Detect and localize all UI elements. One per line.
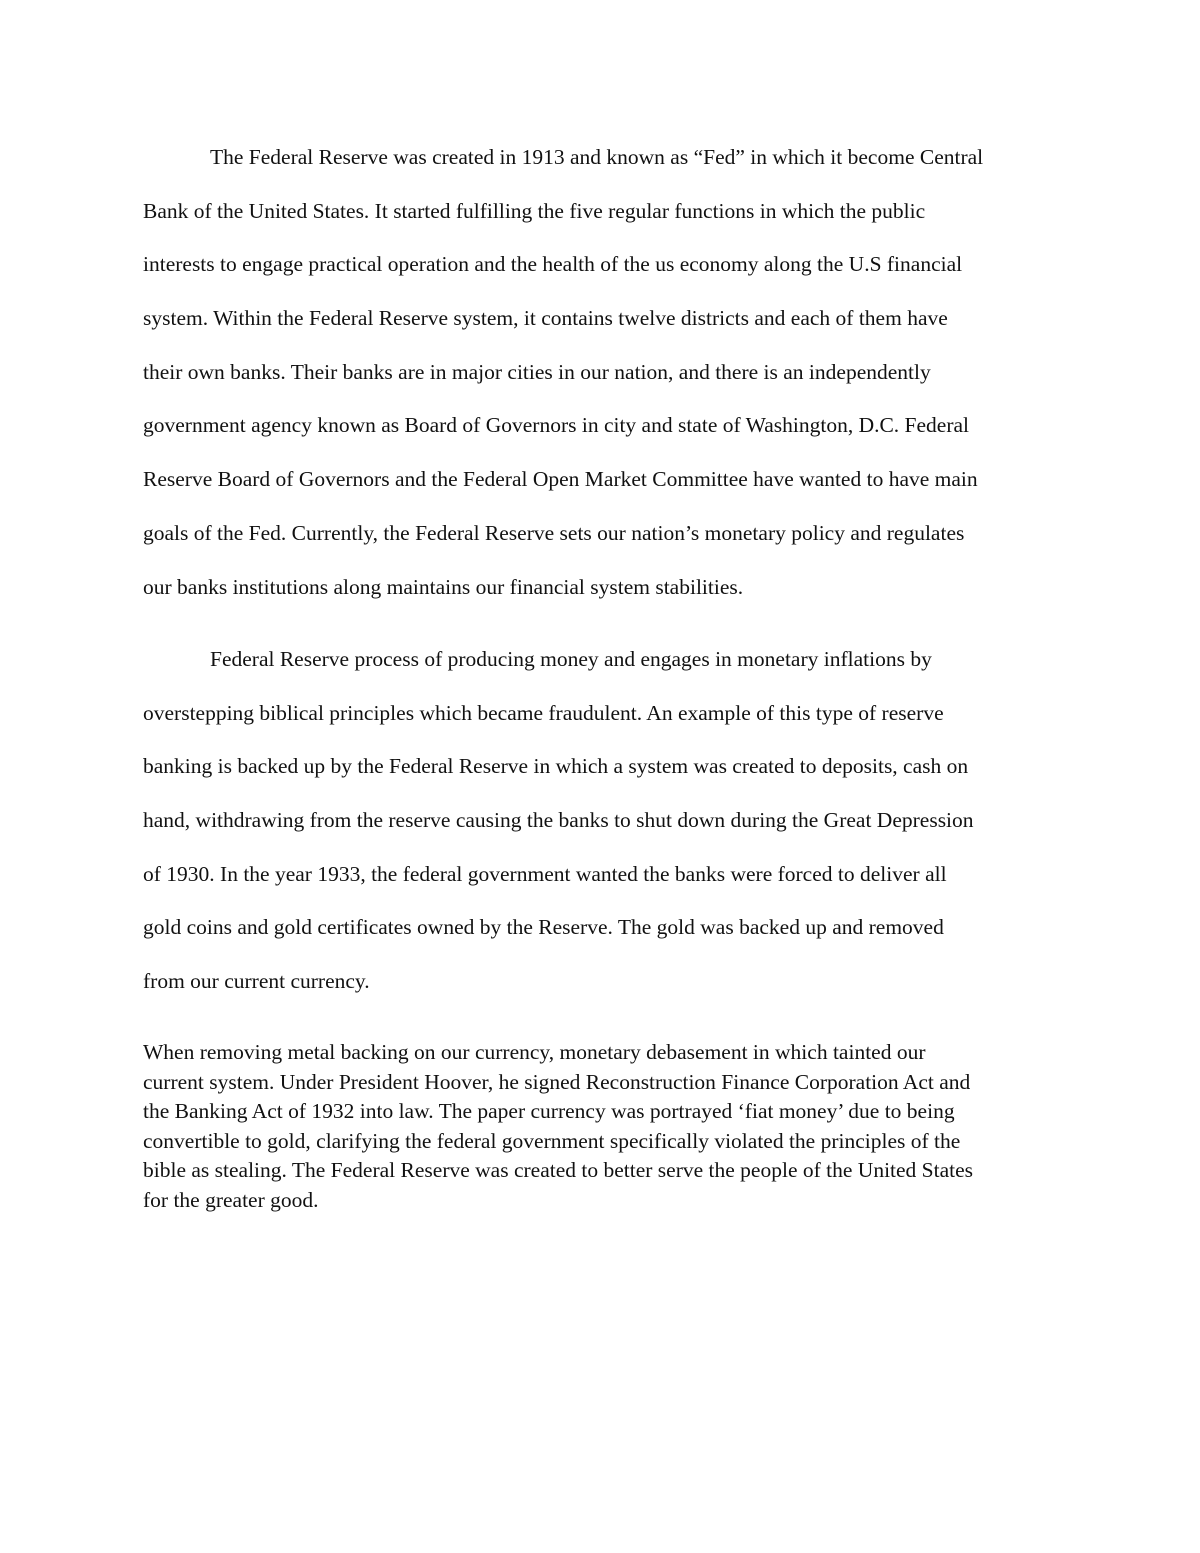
text-line: gold coins and gold certificates owned by the Reserve. The gold was backed up and removed <box>143 915 944 940</box>
paragraph-federal-reserve-creation <box>143 131 1063 614</box>
text-line: their own banks. Their banks are in major cities in our nation, and there is an independently <box>143 359 931 384</box>
text-line: convertible to gold, clarifying the federal government specifically violated the principles of the <box>143 1128 961 1153</box>
text-line: for the greater good. <box>143 1187 319 1212</box>
text-line: banking is backed up by the Federal Reserve in which a system was created to deposits, cash on <box>143 754 969 779</box>
text-line: of 1930. In the year 1933, the federal government wanted the banks were forced to deliver all <box>143 861 947 886</box>
text-line: When removing metal backing on our currency, monetary debasement in which tainted our <box>143 1040 926 1064</box>
text-line: The Federal Reserve was created in 1913 and known as “Fed” in which it become Central <box>210 145 984 169</box>
text-line: hand, withdrawing from the reserve causing the banks to shut down during the Great Depression <box>143 808 974 833</box>
text-line: system. Within the Federal Reserve system, it contains twelve districts and each of them have <box>143 306 948 331</box>
text-line: bible as stealing. The Federal Reserve was created to better serve the people of the United States <box>143 1158 974 1183</box>
text-line: current system. Under President Hoover, he signed Reconstruction Finance Corporation Act and <box>143 1069 971 1094</box>
paragraph-metal-backing <box>143 1038 1063 1216</box>
text-line: overstepping biblical principles which became fraudulent. An example of this type of reserve <box>143 700 944 725</box>
text-line: Bank of the United States. It started fulfilling the five regular functions in which the public <box>143 198 926 223</box>
text-line: goals of the Fed. Currently, the Federal Reserve sets our nation’s monetary policy and regulates <box>143 520 965 545</box>
text-line: from our current currency. <box>143 969 370 994</box>
text-line: interests to engage practical operation and the health of the us economy along the U.S financial <box>143 252 963 277</box>
text-line: Reserve Board of Governors and the Federal Open Market Committee have wanted to have main <box>143 467 978 492</box>
text-line: government agency known as Board of Governors in city and state of Washington, D.C. Federal <box>143 413 970 438</box>
text-line: the Banking Act of 1932 into law. The paper currency was portrayed ‘fiat money’ due to being <box>143 1099 955 1124</box>
text-line: our banks institutions along maintains our financial system stabilities. <box>143 574 744 599</box>
paragraph-money-production <box>143 633 1063 1009</box>
text-line: Federal Reserve process of producing money and engages in monetary inflations by <box>210 647 932 671</box>
